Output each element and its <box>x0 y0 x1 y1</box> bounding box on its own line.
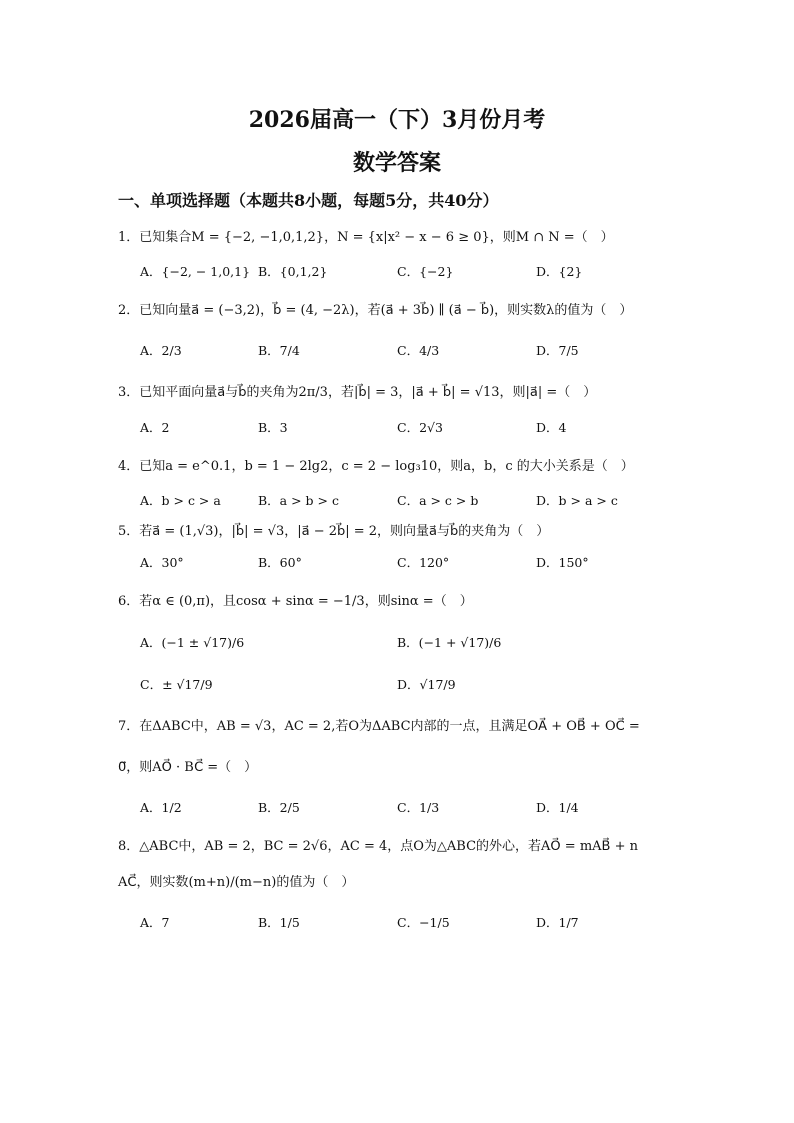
question-4-option-c: C．a > c > b <box>397 493 479 508</box>
question-2-option-a: A．2/3 <box>140 343 182 358</box>
question-3-option-a: A．2 <box>140 420 170 435</box>
question-7-option-b: B．2/5 <box>258 800 300 815</box>
question-4-stem: 4．已知a = e^0.1，b = 1 − 2lg2，c = 2 − log₃10，则a，b，c 的大小关系是（ ） <box>118 459 634 474</box>
question-3-stem: 3．已知平面向量a⃗与b⃗的夹角为2π/3，若|b⃗| = 3，|a⃗ + b⃗| = √13，则|a⃗| =（ ） <box>118 385 597 400</box>
page-subtitle: 数学答案 <box>352 150 441 176</box>
page-title: 2026届高一（下）3月份月考 <box>248 107 546 133</box>
question-7-option-c: C．1/3 <box>397 800 440 815</box>
question-5-option-c: C．120° <box>397 555 450 570</box>
section-heading: 一、单项选择题（本题共8小题，每题5分，共40分） <box>118 191 499 210</box>
question-6-option-c: C．± √17/9 <box>140 677 213 692</box>
question-2-option-c: C．4/3 <box>397 343 440 358</box>
question-8-stem-continued: AC⃗，则实数(m+n)/(m−n)的值为（ ） <box>118 875 355 890</box>
question-3-option-c: C．2√3 <box>397 420 443 435</box>
question-7-option-d: D．1/4 <box>536 800 579 815</box>
question-6-option-b: B．(−1 + √17)/6 <box>397 635 502 650</box>
question-5-option-b: B．60° <box>258 555 302 570</box>
question-7-stem: 7．在ΔABC中，AB = √3，AC = 2,若O为ΔABC内部的一点，且满足OA⃗ + OB⃗ + OC⃗ = <box>118 719 640 734</box>
question-7-stem-continued: 0⃗，则AO⃗ · BC⃗ =（ ） <box>118 760 258 775</box>
question-4-option-d: D．b > a > c <box>536 493 618 508</box>
question-2-stem: 2．已知向量a⃗ = (−3,2)，b⃗ = (4, −2λ)，若(a⃗ + 3b⃗) ∥ (a⃗ − b⃗)，则实数λ的值为（ ） <box>118 303 633 318</box>
question-4-option-b: B．a > b > c <box>258 493 339 508</box>
question-3-option-d: D．4 <box>536 420 567 435</box>
question-8-option-d: D．1/7 <box>536 915 579 930</box>
question-5-option-d: D．150° <box>536 555 589 570</box>
question-5-option-a: A．30° <box>140 555 184 570</box>
question-5-stem: 5．若a⃗ = (1,√3)，|b⃗| = √3，|a⃗ − 2b⃗| = 2，则向量a⃗与b⃗的夹角为（ ） <box>118 524 550 539</box>
question-7-option-a: A．1/2 <box>140 800 182 815</box>
question-1-stem: 1．已知集合M = {−2, −1,0,1,2}，N = {x|x² − x − 6 ≥ 0}，则M ∩ N =（ ） <box>118 230 614 245</box>
question-8-option-a: A．7 <box>140 915 170 930</box>
question-3-option-b: B．3 <box>258 420 288 435</box>
question-2-option-b: B．7/4 <box>258 343 300 358</box>
question-4-option-a: A．b > c > a <box>140 493 221 508</box>
question-6-stem: 6．若α ∈ (0,π)，且cosα + sinα = −1/3，则sinα =（ ） <box>118 594 473 609</box>
question-1-option-d: D．{2} <box>536 264 583 279</box>
question-6-option-a: A．(−1 ± √17)/6 <box>140 635 245 650</box>
question-8-option-c: C．−1/5 <box>397 915 450 930</box>
question-6-option-d: D．√17/9 <box>397 677 456 692</box>
question-1-option-c: C．{−2} <box>397 264 454 279</box>
question-2-option-d: D．7/5 <box>536 343 579 358</box>
question-8-stem: 8．△ABC中，AB = 2，BC = 2√6，AC = 4，点O为△ABC的外心，若AO⃗ = mAB⃗ + n <box>118 839 638 854</box>
question-1-option-b: B．{0,1,2} <box>258 264 328 279</box>
question-8-option-b: B．1/5 <box>258 915 300 930</box>
question-1-option-a: A．{−2, − 1,0,1} <box>140 264 251 279</box>
